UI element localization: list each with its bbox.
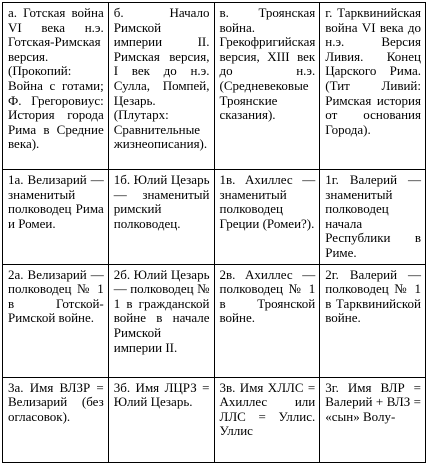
cell-text: 2г. Валерий — полководец № 1 в Тарквинийской войне. bbox=[325, 266, 421, 326]
cell-text: 3г. Имя ВЛР = Валерий + ВЛЗ = «сын» Волу- bbox=[325, 379, 421, 424]
cell-text: 3а. Имя ВЛЗР = Велизарий (без огласовок). bbox=[8, 379, 104, 424]
cell-text: 1а. Велизарий — знаменитый полководец Рима и Ромеи. bbox=[8, 172, 104, 231]
cell-1d bbox=[320, 170, 426, 265]
cell-3c bbox=[214, 377, 320, 462]
cell-1c bbox=[214, 170, 320, 265]
cell-text: 1г. Валерий — знаменитый полководец начала Республики в Риме. bbox=[325, 172, 421, 260]
cell-2c bbox=[214, 264, 320, 377]
cell-text: а. Готская война VI века н.э. Готская-Римская версия. (Прокопий: Война с готами; Ф. Грегоровиус: История города Рима в Средние века). bbox=[8, 5, 104, 152]
cell-text: 1б. Юлий Цезарь — знаменитый римский полководец. bbox=[113, 172, 210, 231]
cell-text: 2а. Велизарий — полководец № 1 в Готской-Римской войне. bbox=[8, 266, 104, 326]
cell-1b bbox=[108, 170, 214, 265]
cell-3a bbox=[3, 377, 109, 462]
cell-3d bbox=[320, 377, 426, 462]
cell-text: б. Начало Римской империи II. Римская версия, I век до н.э. Сулла, Помпей, Цезарь. (Плутарх: Сравнительные жизнеописания). bbox=[113, 5, 210, 152]
cell-3b bbox=[108, 377, 214, 462]
cell-text: 2б. Юлий Цезарь — полководец № 1 в гражданской войне в начале Римской империи II. bbox=[113, 266, 210, 355]
cell-text: 3в. Имя ХЛЛС = Ахиллес или ЛЛС = Уллис. Уллис bbox=[219, 379, 316, 439]
cell-text: 2в. Ахиллес — полководец № 1 в Троянской войне. bbox=[219, 266, 316, 326]
cell-1a bbox=[3, 170, 109, 265]
cell-2d bbox=[320, 264, 426, 377]
cell-roman-empire-header bbox=[108, 3, 214, 170]
table-row-commander-no1 bbox=[3, 264, 426, 377]
table-row-names bbox=[3, 377, 426, 462]
cell-gothic-war-header bbox=[3, 3, 109, 170]
cell-trojan-war-header bbox=[214, 3, 320, 170]
cell-text: 1в. Ахиллес — знаменитый полководец Греции (Ромеи?). bbox=[219, 172, 316, 231]
comparison-table bbox=[2, 2, 426, 463]
cell-text: г. Тарквинийская война VI века до н.э. Версия Ливия. Конец Царского Рима. (Тит Ливий: Римская история от основания Города). bbox=[325, 5, 421, 137]
table-row-famous-commander bbox=[3, 170, 426, 265]
cell-text: 3б. Имя ЛЦРЗ = Юлий Цезарь. bbox=[113, 379, 210, 410]
cell-text: в. Троянская война. Грекофригийская версия, XIII век до н.э. (Средневековые Троянские сказания). bbox=[219, 5, 316, 123]
cell-2a bbox=[3, 264, 109, 377]
cell-tarquinian-war-header bbox=[320, 3, 426, 170]
cell-2b bbox=[108, 264, 214, 377]
table-row-sources bbox=[3, 3, 426, 170]
